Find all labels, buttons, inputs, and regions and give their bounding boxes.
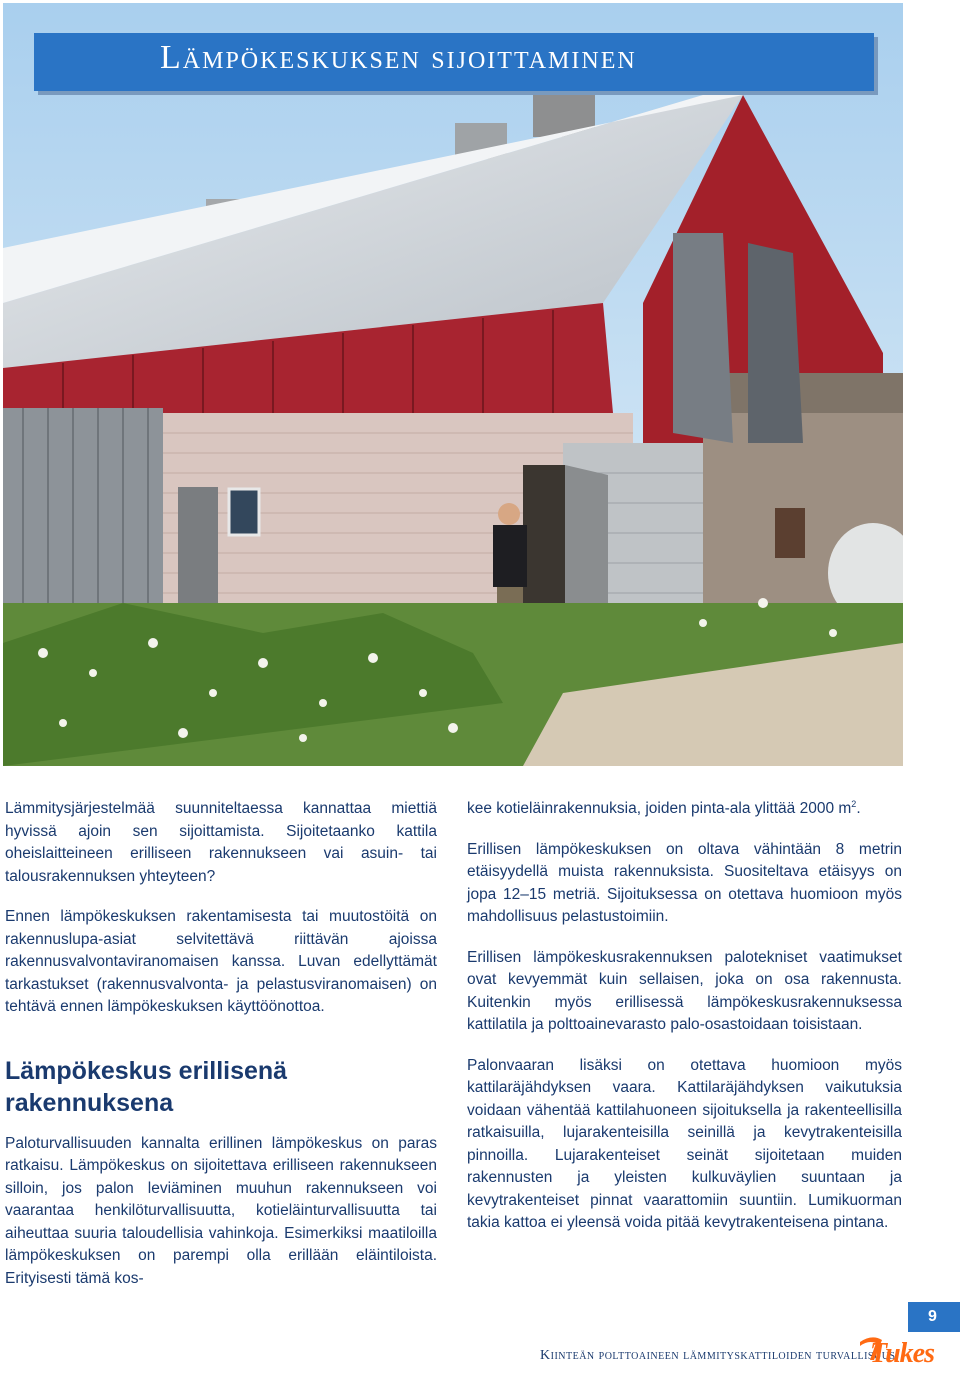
logo-text: Tukes	[870, 1338, 934, 1369]
page-number: 9	[928, 1308, 937, 1325]
paragraph: Ennen lämpökeskuksen rakentamisesta tai muutostöitä on rakennuslupa-asiat selvitettävä riittävän ajoissa rakennusvalvontaviranomaisen kanssa. Luvan edellyttämät tarkastukset (rakennusvalvonta- ja pelastusviranomaisen) on tehtävä ennen lämpökeskuksen käyttöönottoa.	[5, 908, 437, 1015]
left-column	[5, 798, 437, 1308]
running-footer: Kiinteän polttoaineen lämmityskattiloiden turvallisuus	[540, 1348, 896, 1363]
paragraph-end: .	[856, 800, 861, 817]
paragraph: Paloturvallisuuden kannalta erillinen lämpökeskus on paras ratkaisu. Lämpökeskus on sijoitettava erilliseen rakennukseen silloin, jos palon leviäminen muuhun rakennukseen voi vaarantaa henkilöturvallisuutta, kotieläinturvallisuutta tai aiheuttaa suuria taloudellisia vahinkoja. Esimerkiksi maatiloilla lämpökeskuksen on parempi olla erillään eläintiloista. Erityisesti tämä kos-	[5, 1134, 437, 1287]
right-column	[467, 798, 902, 1253]
page-title: Lämpökeskuksen sijoittaminen	[160, 39, 637, 76]
barn-photo	[3, 3, 903, 766]
section-heading: Lämpökeskus erillisenä rakennuksena	[5, 1056, 288, 1117]
paragraph: Palonvaaran lisäksi on otettava huomioon myös kattilaräjähdyksen vaara. Kattilaräjähdyksen vaikutuksia voidaan vähentää kattilahuoneen sijoituksella ja rakenteellisilla ratkaisuilla, lujarakenteisilla seinillä ja kevytrakenteisilla pinnoilla. Lujarakenteiset seinät sijoitetaan muiden rakennusten ja yleisten kulkuväylien suuntaan ja kevytrakenteiset pinnat vaarattomiin suuntiin. Lumikuorman takia kattoa ei yleensä voida pitää kevytrakenteisena pintana.	[467, 1056, 902, 1231]
tukes-logo	[858, 1332, 938, 1372]
title-banner	[34, 33, 874, 91]
paragraph: Erillisen lämpökeskuksen on oltava vähintään 8 metrin etäisyydellä muista rakennuksista. Suositeltava etäisyys on jopa 12–15 metriä. Sijoituksessa on otettava huomioon myös mahdollisuus pelastustoimiin.	[467, 840, 902, 925]
page-number-tab	[908, 1302, 960, 1332]
barn-photo-icon	[3, 3, 903, 766]
paragraph	[467, 798, 902, 821]
paragraph-text: kee kotieläinrakennuksia, joiden pinta-ala ylittää 2000 m	[467, 800, 852, 817]
superscript: 2	[851, 798, 857, 809]
paragraph: Lämmitysjärjestelmää suunniteltaessa kannattaa miettiä hyvissä ajoin sen sijoittamista. Sijoitetaanko kattila oheislaitteineen erilliseen rakennukseen vai asuin- tai talousrakennuksen yhteyteen?	[5, 800, 437, 885]
paragraph: Erillisen lämpökeskusrakennuksen palotekniset vaatimukset ovat kevyemmät kuin sellaisen, joka on osa rakennusta. Kuitenkin myös erillisessä lämpökeskusrakennuksessa kattilatila ja polttoainevarasto palo-osastoidaan toisistaan.	[467, 948, 902, 1033]
